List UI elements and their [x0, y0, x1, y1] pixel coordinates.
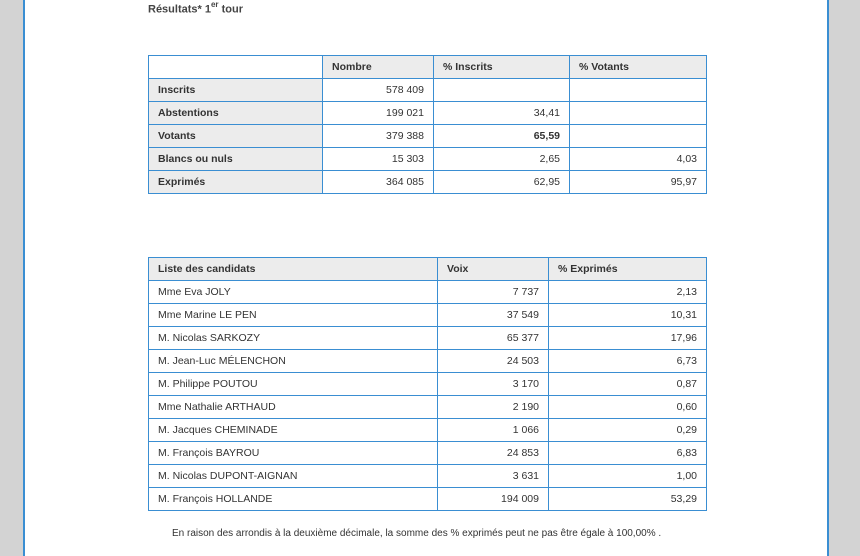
candidate-pct-exprimes: 6,73	[549, 350, 707, 373]
candidates-header-pct: % Exprimés	[549, 258, 707, 281]
candidate-name: M. Jean-Luc MÉLENCHON	[149, 350, 438, 373]
results-cell-nombre: 15 303	[323, 148, 434, 171]
table-row	[149, 79, 707, 102]
table-row	[149, 396, 707, 419]
candidate-voix: 37 549	[438, 304, 549, 327]
table-row	[149, 125, 707, 148]
results-header-nombre: Nombre	[323, 56, 434, 79]
table-row	[149, 488, 707, 511]
results-cell-pct-inscrits: 65,59	[434, 125, 570, 148]
results-cell-pct-votants: 4,03	[570, 148, 707, 171]
results-row-label: Votants	[149, 125, 323, 148]
candidate-pct-exprimes: 1,00	[549, 465, 707, 488]
candidates-table	[148, 257, 707, 511]
results-row-label: Inscrits	[149, 79, 323, 102]
candidate-voix: 3 170	[438, 373, 549, 396]
table-row	[149, 442, 707, 465]
results-cell-nombre: 578 409	[323, 79, 434, 102]
table-row	[149, 304, 707, 327]
candidate-voix: 3 631	[438, 465, 549, 488]
title-superscript: er	[210, 0, 219, 9]
table-row	[149, 148, 707, 171]
results-row-label: Exprimés	[149, 171, 323, 194]
results-cell-pct-inscrits: 2,65	[434, 148, 570, 171]
candidate-pct-exprimes: 17,96	[549, 327, 707, 350]
table-row	[149, 350, 707, 373]
candidate-pct-exprimes: 0,60	[549, 396, 707, 419]
results-cell-nombre: 199 021	[323, 102, 434, 125]
candidate-name: Mme Marine LE PEN	[149, 304, 438, 327]
results-cell-pct-inscrits: 34,41	[434, 102, 570, 125]
candidate-voix: 1 066	[438, 419, 549, 442]
candidate-pct-exprimes: 6,83	[549, 442, 707, 465]
table-row	[149, 327, 707, 350]
results-cell-pct-inscrits: 62,95	[434, 171, 570, 194]
candidate-voix: 24 853	[438, 442, 549, 465]
candidate-voix: 65 377	[438, 327, 549, 350]
table-row	[149, 465, 707, 488]
candidates-header-name: Liste des candidats	[149, 258, 438, 281]
candidate-pct-exprimes: 0,29	[549, 419, 707, 442]
candidate-name: M. François HOLLANDE	[149, 488, 438, 511]
title-suffix: tour	[218, 3, 243, 16]
page-title	[148, 1, 243, 16]
candidate-name: M. Nicolas DUPONT-AIGNAN	[149, 465, 438, 488]
candidate-pct-exprimes: 10,31	[549, 304, 707, 327]
candidate-name: Mme Eva JOLY	[149, 281, 438, 304]
candidate-pct-exprimes: 2,13	[549, 281, 707, 304]
table-row	[149, 373, 707, 396]
table-row	[149, 171, 707, 194]
results-cell-pct-inscrits	[434, 79, 570, 102]
candidate-name: M. Philippe POUTOU	[149, 373, 438, 396]
table-row	[149, 102, 707, 125]
candidates-header-voix: Voix	[438, 258, 549, 281]
results-cell-pct-votants	[570, 79, 707, 102]
candidate-voix: 2 190	[438, 396, 549, 419]
results-cell-pct-votants	[570, 102, 707, 125]
results-header-pct-inscrits: % Inscrits	[434, 56, 570, 79]
results-cell-pct-votants: 95,97	[570, 171, 707, 194]
table-row	[149, 281, 707, 304]
results-cell-nombre: 364 085	[323, 171, 434, 194]
candidate-voix: 24 503	[438, 350, 549, 373]
footnote: En raison des arrondis à la deuxième décimale, la somme des % exprimés peut ne pas être égale à 100,00% .	[172, 528, 662, 539]
title-text: Résultats* 1	[148, 3, 211, 16]
results-header-blank	[149, 56, 323, 79]
results-cell-nombre: 379 388	[323, 125, 434, 148]
results-cell-pct-votants	[570, 125, 707, 148]
results-row-label: Abstentions	[149, 102, 323, 125]
candidate-voix: 7 737	[438, 281, 549, 304]
candidate-name: M. Nicolas SARKOZY	[149, 327, 438, 350]
candidates-header-row	[149, 258, 707, 281]
candidate-pct-exprimes: 53,29	[549, 488, 707, 511]
results-header-row	[149, 56, 707, 79]
results-table	[148, 55, 707, 194]
candidate-name: M. Jacques CHEMINADE	[149, 419, 438, 442]
results-header-pct-votants: % Votants	[570, 56, 707, 79]
candidate-name: M. François BAYROU	[149, 442, 438, 465]
candidate-pct-exprimes: 0,87	[549, 373, 707, 396]
candidate-name: Mme Nathalie ARTHAUD	[149, 396, 438, 419]
candidate-voix: 194 009	[438, 488, 549, 511]
table-row	[149, 419, 707, 442]
results-row-label: Blancs ou nuls	[149, 148, 323, 171]
